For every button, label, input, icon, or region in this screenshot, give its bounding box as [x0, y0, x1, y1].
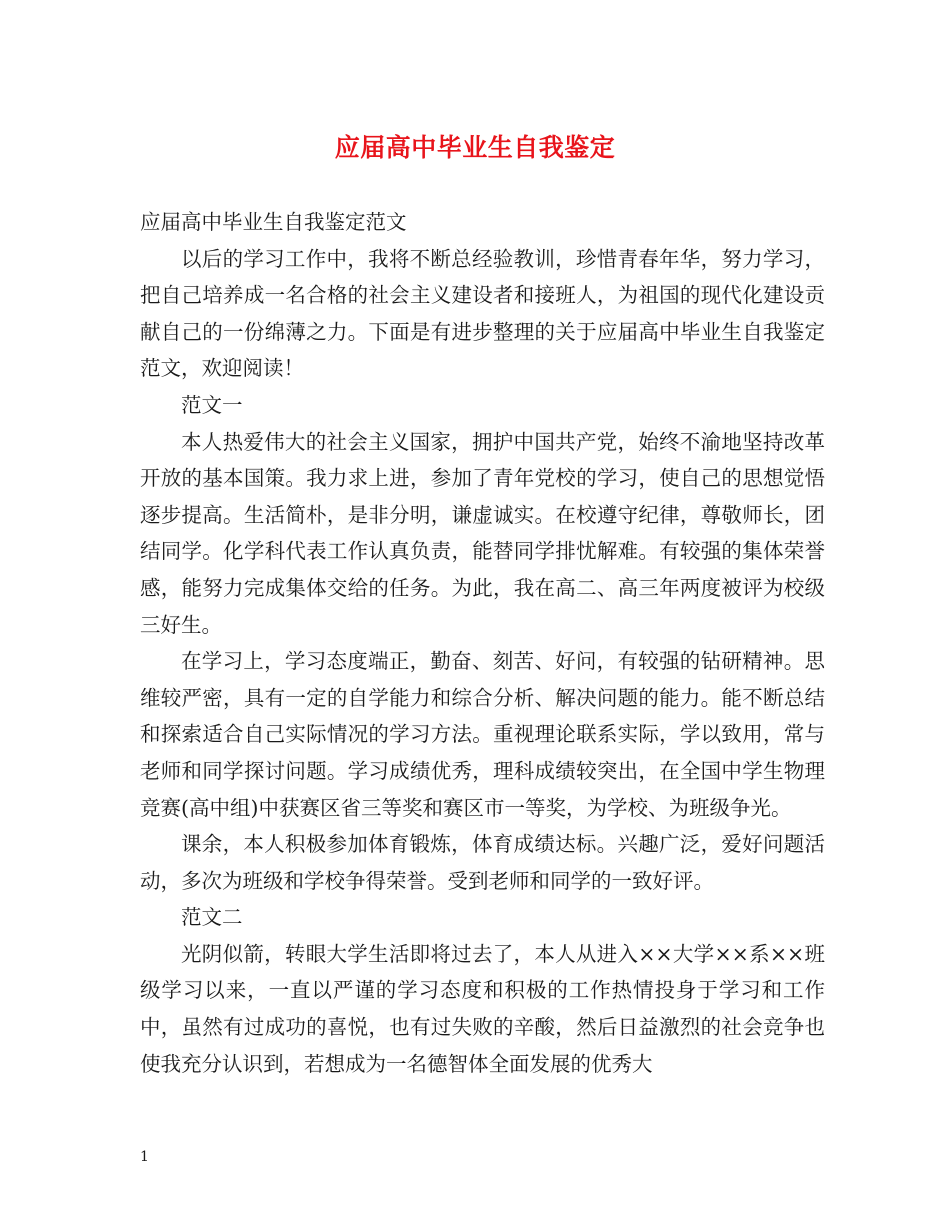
body-paragraph: 本人热爱伟大的社会主义国家，拥护中国共产党，始终不渝地坚持改革开放的基本国策。我力求上进，参加了青年党校的学习，使自己的思想觉悟逐步提高。生活简朴，是非分明，谦虚诚实。在校遵守纪律，尊敬师长，团结同学。化学科代表工作认真负责，能替同学排忧解难。有较强的集体荣誉感，能努力完成集体交给的任务。为此，我在高二、高三年两度被评为校级三好生。 — [140, 429, 825, 637]
document-title: 应届高中毕业生自我鉴定 — [334, 133, 616, 162]
body-paragraph: 在学习上，学习态度端正，勤奋、刻苦、好问，有较强的钻研精神。思维较严密，具有一定的自学能力和综合分析、解决问题的能力。能不断总结和探索适合自己实际情况的学习方法。重视理论联系实际，学以致用，常与老师和同学探讨问题。学习成绩优秀，理科成绩较突出，在全国中学生物理竞赛(高中组)中获赛区省三等奖和赛区市一等奖，为学校、为班级争光。 — [140, 649, 825, 820]
document-subtitle: 应届高中毕业生自我鉴定范文 — [140, 210, 407, 234]
page-number: 1 — [140, 1149, 149, 1165]
section-heading-sample-one: 范文一 — [181, 392, 243, 417]
section-heading-sample-two: 范文二 — [181, 905, 243, 930]
body-paragraph: 课余，本人积极参加体育锻炼，体育成绩达标。兴趣广泛，爱好问题活动，多次为班级和学校争得荣誉。受到老师和同学的一致好评。 — [140, 832, 825, 893]
document-body — [140, 204, 825, 1082]
body-paragraph: 光阴似箭，转眼大学生活即将过去了，本人从进入××大学××系××班级学习以来，一直以严谨的学习态度和积极的工作热情投身于学习和工作中，虽然有过成功的喜悦，也有过失败的辛酸，然后日益激烈的社会竞争也使我充分认识到，若想成为一名德智体全面发展的优秀大 — [140, 941, 825, 1076]
intro-paragraph: 以后的学习工作中，我将不断总经验教训，珍惜青春年华，努力学习，把自己培养成一名合格的社会主义建设者和接班人，为祖国的现代化建设贡献自己的一份绵薄之力。下面是有进步整理的关于应届高中毕业生自我鉴定范文，欢迎阅读！ — [140, 246, 825, 381]
